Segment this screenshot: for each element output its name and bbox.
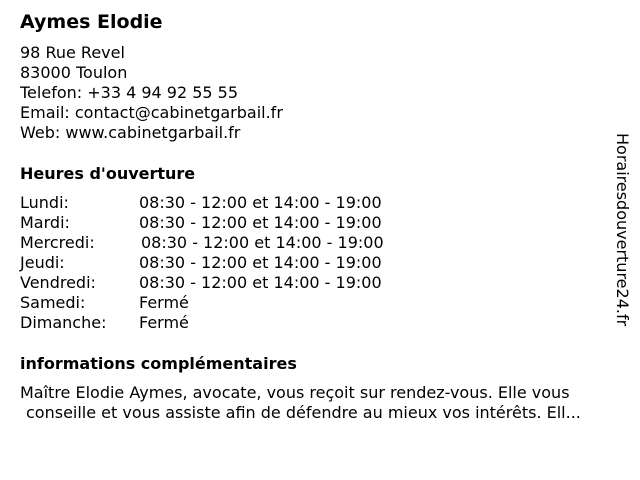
business-name: Aymes Elodie [20, 11, 163, 33]
email-address: Email: contact@cabinetgarbail.fr [20, 103, 283, 122]
day-label: Jeudi: [20, 253, 65, 272]
info-line-1: Maître Elodie Aymes, avocate, vous reçoit sur rendez-vous. Elle vous [20, 383, 570, 402]
day-hours: Fermé [139, 313, 189, 332]
day-label: Mardi: [20, 213, 70, 232]
day-hours: 08:30 - 12:00 et 14:00 - 19:00 [139, 273, 382, 292]
website: Web: www.cabinetgarbail.fr [20, 123, 241, 142]
day-hours: 08:30 - 12:00 et 14:00 - 19:00 [139, 213, 382, 232]
additional-info-heading: informations complémentaires [20, 354, 297, 373]
phone-number: Telefon: +33 4 94 92 55 55 [20, 83, 239, 102]
day-label: Vendredi: [20, 273, 96, 292]
day-hours: 08:30 - 12:00 et 14:00 - 19:00 [141, 233, 384, 252]
address-street: 98 Rue Revel [20, 43, 125, 62]
additional-info-text [20, 383, 630, 423]
day-hours: Fermé [139, 293, 189, 312]
day-label: Mercredi: [20, 233, 95, 252]
contact-block [20, 43, 283, 143]
day-label: Samedi: [20, 293, 86, 312]
opening-hours-heading: Heures d'ouverture [20, 164, 196, 183]
day-label: Lundi: [20, 193, 69, 212]
day-hours: 08:30 - 12:00 et 14:00 - 19:00 [139, 253, 382, 272]
day-hours: 08:30 - 12:00 et 14:00 - 19:00 [139, 193, 382, 212]
site-watermark: Horairesdouverture24.fr [613, 133, 632, 327]
day-label: Dimanche: [20, 313, 107, 332]
info-line-2: conseille et vous assiste afin de défendre au mieux vos intérêts. Ell... [26, 403, 581, 422]
address-city: 83000 Toulon [20, 63, 128, 82]
